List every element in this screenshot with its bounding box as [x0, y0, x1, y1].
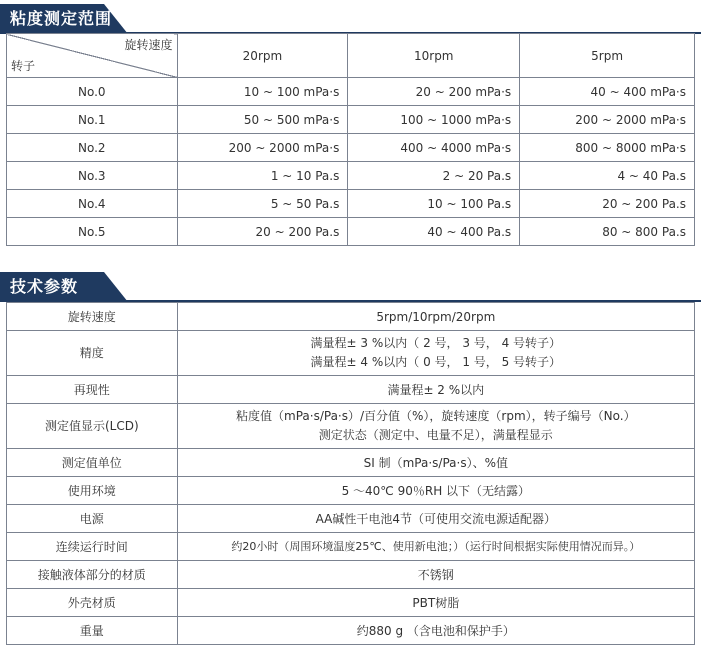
spec-label: 接触液体部分的材质: [7, 561, 178, 589]
table-row: [7, 190, 695, 218]
spec-value-line: 满量程± 3 %以内（ 2 号， 3 号， 4 号转子）: [310, 336, 562, 350]
spec-label: 外壳材质: [7, 589, 178, 617]
range-cell: 4 ~ 40 Pa.s: [520, 162, 695, 190]
spec-value-line: 测定状态（测定中、电量不足），满量程显示: [318, 428, 553, 442]
spec-value: 满量程± 2 %以内: [177, 376, 694, 404]
range-cell: 40 ~ 400 Pa.s: [348, 218, 520, 246]
range-cell: 10 ~ 100 Pa.s: [348, 190, 520, 218]
spec-label: 再现性: [7, 376, 178, 404]
table-row: [7, 589, 695, 617]
spec-label: 使用环境: [7, 477, 178, 505]
range-cell: 400 ~ 4000 mPa·s: [348, 134, 520, 162]
range-cell: 100 ~ 1000 mPa·s: [348, 106, 520, 134]
spec-value: [177, 404, 694, 449]
table-header-row: [7, 34, 695, 78]
spec-value-line: 粘度值（mPa·s/Pa·s）/百分值（%），旋转速度（rpm），转子编号（No.）: [236, 409, 636, 423]
table-row: [7, 162, 695, 190]
spec-value: 不锈钢: [177, 561, 694, 589]
rotor-cell: No.0: [7, 78, 178, 106]
spec-label: 测定值显示(LCD): [7, 404, 178, 449]
diagonal-header-cell: [7, 34, 178, 78]
table-row: [7, 561, 695, 589]
range-cell: 2 ~ 20 Pa.s: [348, 162, 520, 190]
table-row: [7, 106, 695, 134]
range-cell: 800 ~ 8000 mPa·s: [520, 134, 695, 162]
range-cell: 20 ~ 200 Pa.s: [177, 218, 348, 246]
rotor-cell: No.1: [7, 106, 178, 134]
table-row: [7, 477, 695, 505]
rotor-cell: No.2: [7, 134, 178, 162]
table-row: [7, 134, 695, 162]
range-cell: 80 ~ 800 Pa.s: [520, 218, 695, 246]
range-cell: 50 ~ 500 mPa·s: [177, 106, 348, 134]
spec-value: 5 ～40℃ 90％RH 以下（无结露）: [177, 477, 694, 505]
spec-label: 测定值单位: [7, 449, 178, 477]
table-row: [7, 303, 695, 331]
rotor-cell: No.5: [7, 218, 178, 246]
table-row: [7, 331, 695, 376]
rotor-cell: No.4: [7, 190, 178, 218]
spec-value: [177, 331, 694, 376]
spec-value: SI 制（mPa·s/Pa·s）、%值: [177, 449, 694, 477]
spec-value: 5rpm/10rpm/20rpm: [177, 303, 694, 331]
column-header: 20rpm: [177, 34, 348, 78]
table-row: [7, 218, 695, 246]
spec-label: 连续运行时间: [7, 533, 178, 561]
header-rotor-label: 转子: [11, 59, 36, 73]
range-cell: 1 ~ 10 Pa.s: [177, 162, 348, 190]
spec-value: 约880 g （含电池和保护手）: [177, 617, 694, 645]
range-cell: 20 ~ 200 mPa·s: [348, 78, 520, 106]
section-header-specs: [0, 272, 701, 302]
spec-value: 约20小时（周围环境温度25℃、使用新电池；）（运行时间根据实际使用情况而异。）: [177, 533, 694, 561]
table-row: [7, 404, 695, 449]
column-header: 5rpm: [520, 34, 695, 78]
rotor-cell: No.3: [7, 162, 178, 190]
spec-label: 电源: [7, 505, 178, 533]
table-row: [7, 505, 695, 533]
table-row: [7, 617, 695, 645]
spec-label: 精度: [7, 331, 178, 376]
range-cell: 5 ~ 50 Pa.s: [177, 190, 348, 218]
technical-specs-table: [6, 302, 695, 645]
range-cell: 20 ~ 200 Pa.s: [520, 190, 695, 218]
range-cell: 200 ~ 2000 mPa·s: [520, 106, 695, 134]
table-row: [7, 78, 695, 106]
spec-label: 重量: [7, 617, 178, 645]
spec-label: 旋转速度: [7, 303, 178, 331]
column-header: 10rpm: [348, 34, 520, 78]
header-speed-label: 旋转速度: [124, 38, 173, 52]
section-header-viscosity: [0, 4, 701, 34]
spec-value-line: 满量程± 4 %以内（ 0 号， 1 号， 5 号转子）: [310, 355, 562, 369]
section-title: 技术参数: [10, 277, 79, 296]
table-row: [7, 449, 695, 477]
table-row: [7, 376, 695, 404]
table-row: [7, 533, 695, 561]
spec-value: PBT树脂: [177, 589, 694, 617]
range-cell: 10 ~ 100 mPa·s: [177, 78, 348, 106]
viscosity-range-table: [6, 33, 695, 246]
spec-value: AA碱性干电池4节（可使用交流电源适配器）: [177, 505, 694, 533]
range-cell: 200 ~ 2000 mPa·s: [177, 134, 348, 162]
section-title: 粘度测定范围: [10, 9, 113, 28]
range-cell: 40 ~ 400 mPa·s: [520, 78, 695, 106]
